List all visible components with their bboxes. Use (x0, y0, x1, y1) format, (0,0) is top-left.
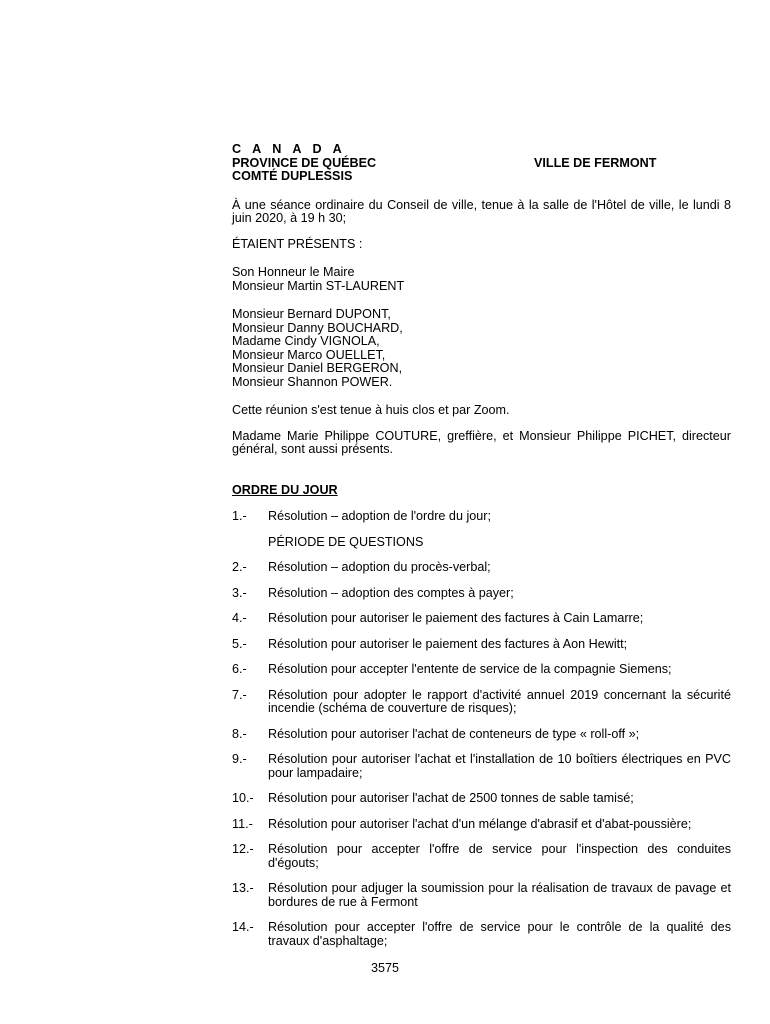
agenda-item-number: 3.- (232, 585, 247, 600)
agenda-item-text: Résolution pour autoriser l'achat et l'installation de 10 boîtiers électriques en PVC pour lampadaire; (268, 752, 731, 780)
agenda-item-number: 1.- (232, 509, 247, 523)
agenda-item-text: Résolution pour accepter l'offre de service pour le contrôle de la qualité des travaux d'asphaltage; (268, 920, 731, 948)
header-province-line (232, 157, 731, 171)
questions-period: PÉRIODE DE QUESTIONS (268, 534, 424, 549)
councillor: Madame Cindy VIGNOLA, (232, 334, 380, 348)
agenda-item (232, 689, 731, 716)
agenda-item (232, 728, 731, 742)
agenda-item-number: 13.- (232, 881, 254, 895)
agenda-item-number: 5.- (232, 636, 247, 651)
agenda-item-number: 10.- (232, 791, 254, 805)
councillor: Monsieur Daniel BERGERON, (232, 361, 403, 375)
agenda-title: ORDRE DU JOUR (232, 482, 338, 497)
agenda-item (232, 818, 731, 832)
agenda-item-number: 12.- (232, 842, 254, 856)
councillors-list (232, 308, 731, 389)
agenda-item (232, 921, 731, 948)
agenda-item (232, 587, 731, 601)
agenda-item (232, 843, 731, 870)
councillor: Monsieur Danny BOUCHARD, (232, 320, 403, 335)
closed-session-note: Cette réunion s'est tenue à huis clos et par Zoom. (232, 403, 510, 417)
agenda-item (232, 792, 731, 806)
document-content (232, 143, 731, 948)
also-present-paragraph: Madame Marie Philippe COUTURE, greffière, et Monsieur Philippe PICHET, directeur général, sont aussi présents. (232, 428, 731, 456)
agenda-item (232, 561, 731, 575)
councillor: Monsieur Shannon POWER. (232, 374, 393, 389)
agenda-item-text: Résolution – adoption du procès-verbal; (268, 560, 491, 574)
agenda-item-number: 4.- (232, 611, 247, 625)
agenda-item-text: Résolution – adoption de l'ordre du jour; (268, 509, 491, 523)
mayor-block (232, 266, 731, 293)
mayor-title: Son Honneur le Maire (232, 265, 355, 279)
agenda-item-text: Résolution pour accepter l'offre de service pour l'inspection des conduites d'égouts; (268, 842, 731, 870)
agenda-item (232, 638, 731, 652)
header-city: VILLE DE FERMONT (534, 155, 657, 170)
agenda-item-number: 6.- (232, 662, 247, 676)
agenda-item (232, 663, 731, 677)
agenda-item-text: Résolution pour accepter l'entente de service de la compagnie Siemens; (268, 662, 672, 676)
page-number: 3575 (370, 961, 400, 975)
agenda-item (232, 882, 731, 909)
councillor: Monsieur Bernard DUPONT, (232, 307, 391, 321)
agenda-item (232, 753, 731, 780)
agenda-item-number: 8.- (232, 726, 247, 741)
agenda-item-text: Résolution – adoption des comptes à payer; (268, 585, 514, 600)
document-header (232, 143, 731, 184)
agenda-item-text: Résolution pour autoriser le paiement des factures à Cain Lamarre; (268, 611, 644, 625)
present-title: ÉTAIENT PRÉSENTS : (232, 236, 363, 251)
agenda-item-number: 2.- (232, 560, 247, 574)
agenda-item-number: 7.- (232, 687, 247, 702)
agenda-items (232, 561, 731, 948)
agenda-item-number: 11.- (232, 816, 253, 831)
agenda-item (232, 612, 731, 626)
intro-paragraph: À une séance ordinaire du Conseil de ville, tenue à la salle de l'Hôtel de ville, le lundi 8 juin 2020, à 19 h 30; (232, 197, 731, 225)
agenda-item-text: Résolution pour autoriser le paiement des factures à Aon Hewitt; (268, 636, 628, 651)
agenda-item-text: Résolution pour autoriser l'achat de conteneurs de type « roll-off »; (268, 726, 640, 741)
agenda-item-number: 9.- (232, 752, 247, 766)
councillor: Monsieur Marco OUELLET, (232, 347, 386, 362)
agenda-item-text: Résolution pour adjuger la soumission pour la réalisation de travaux de pavage et bordures de rue à Fermont (268, 881, 731, 909)
header-county: COMTÉ DUPLESSIS (232, 169, 353, 183)
mayor-name: Monsieur Martin ST-LAURENT (232, 278, 405, 293)
agenda-item-text: Résolution pour adopter le rapport d'activité annuel 2019 concernant la sécurité incendie (schéma de couverture de risques); (268, 687, 731, 715)
agenda-item (232, 510, 731, 524)
agenda-item-number: 14.- (232, 920, 254, 934)
agenda-item-text: Résolution pour autoriser l'achat de 2500 tonnes de sable tamisé; (268, 791, 634, 805)
header-country: C A N A D A (232, 142, 346, 156)
agenda-item-text: Résolution pour autoriser l'achat d'un mélange d'abrasif et d'abat-poussière; (268, 816, 692, 831)
header-province: PROVINCE DE QUÉBEC (232, 155, 377, 170)
